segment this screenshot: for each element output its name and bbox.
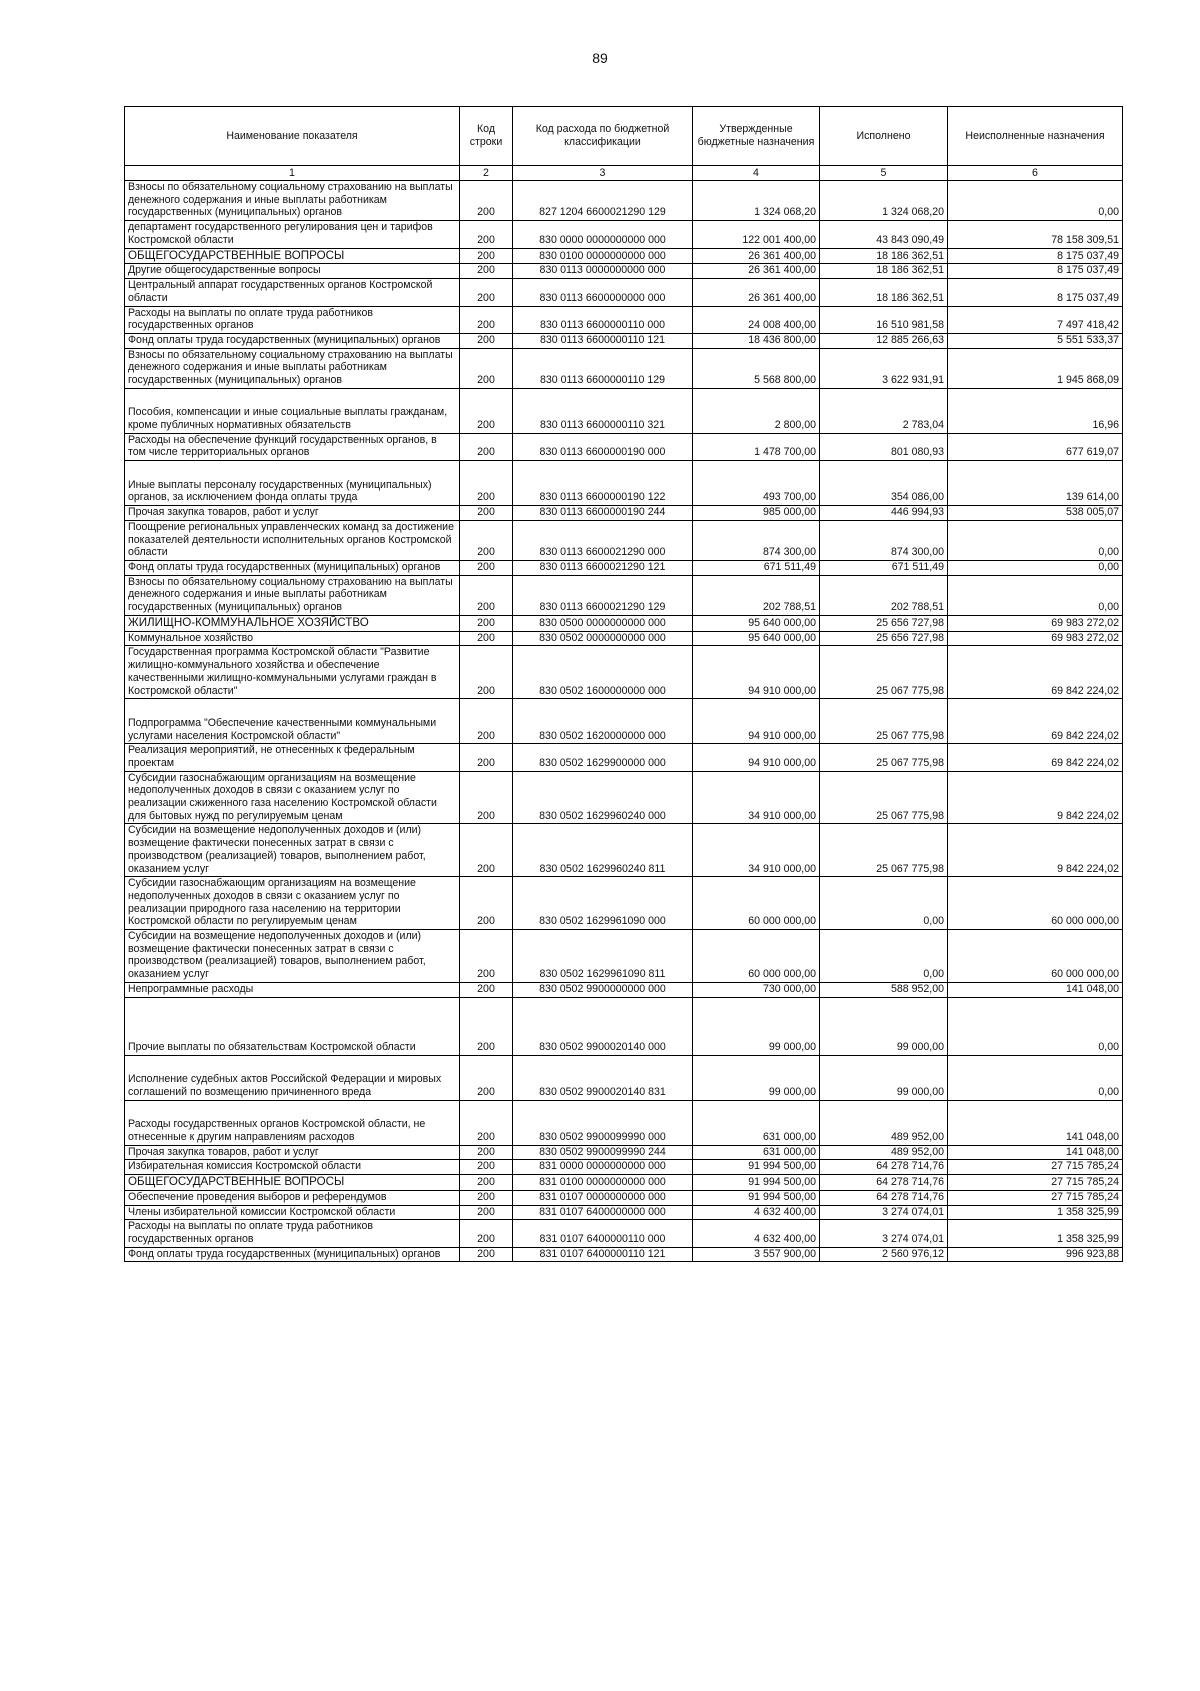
row-approved: 1 478 700,00 — [693, 433, 820, 460]
table-row — [125, 615, 1123, 631]
row-executed: 25 067 775,98 — [820, 699, 948, 744]
row-line-code: 200 — [460, 744, 513, 771]
row-unexecuted: 141 048,00 — [948, 1145, 1123, 1160]
row-name: Иные выплаты персоналу государственных (муниципальных) органов, за исключением фонда оплаты труда — [125, 461, 460, 506]
row-name: Исполнение судебных актов Российской Федерации и мировых соглашений по возмещению причиненного вреда — [125, 1055, 460, 1100]
row-line-code: 200 — [460, 306, 513, 333]
row-line-code: 200 — [460, 877, 513, 930]
row-name: департамент государственного регулирования цен и тарифов Костромской области — [125, 221, 460, 248]
row-name: Субсидии газоснабжающим организациям на возмещение недополученных доходов в связи с оказанием услуг по реализации сжиженного газа населению Костромской области для бытовых нужд по регулируемым ценам — [125, 771, 460, 824]
table-row — [125, 1174, 1123, 1190]
row-approved: 95 640 000,00 — [693, 615, 820, 631]
row-approved: 202 788,51 — [693, 575, 820, 615]
row-line-code: 200 — [460, 824, 513, 877]
row-approved: 94 910 000,00 — [693, 744, 820, 771]
table-row — [125, 1247, 1123, 1262]
row-approved: 99 000,00 — [693, 1055, 820, 1100]
row-budget-code: 830 0113 6600000110 321 — [513, 388, 693, 433]
row-budget-code: 831 0100 0000000000 000 — [513, 1174, 693, 1190]
table-row — [125, 699, 1123, 744]
row-approved: 631 000,00 — [693, 1100, 820, 1145]
row-approved: 1 324 068,20 — [693, 181, 820, 221]
table-row — [125, 264, 1123, 279]
row-executed: 354 086,00 — [820, 461, 948, 506]
row-budget-code: 831 0107 6400000110 121 — [513, 1247, 693, 1262]
table-row — [125, 433, 1123, 460]
row-name: Подпрограмма "Обеспечение качественными коммунальными услугами населения Костромской области" — [125, 699, 460, 744]
row-executed: 3 622 931,91 — [820, 348, 948, 388]
row-line-code: 200 — [460, 1174, 513, 1190]
header-row — [125, 107, 1123, 166]
row-unexecuted: 69 842 224,02 — [948, 744, 1123, 771]
row-line-code: 200 — [460, 1055, 513, 1100]
row-executed: 12 885 266,63 — [820, 333, 948, 348]
budget-execution-table — [124, 106, 1123, 1262]
row-approved: 91 994 500,00 — [693, 1190, 820, 1205]
row-approved: 60 000 000,00 — [693, 930, 820, 983]
row-line-code: 200 — [460, 930, 513, 983]
row-name: Непрограммные расходы — [125, 982, 460, 997]
row-executed: 1 324 068,20 — [820, 181, 948, 221]
row-name: Пособия, компенсации и иные социальные выплаты гражданам, кроме публичных нормативных обязательств — [125, 388, 460, 433]
row-budget-code: 830 0502 9900099990 244 — [513, 1145, 693, 1160]
row-line-code: 200 — [460, 1145, 513, 1160]
row-approved: 493 700,00 — [693, 461, 820, 506]
row-budget-code: 831 0000 0000000000 000 — [513, 1160, 693, 1175]
row-unexecuted: 27 715 785,24 — [948, 1160, 1123, 1175]
row-unexecuted: 69 842 224,02 — [948, 699, 1123, 744]
table-row — [125, 461, 1123, 506]
row-name: Расходы на выплаты по оплате труда работников государственных органов — [125, 1220, 460, 1247]
row-budget-code: 830 0502 1629960240 000 — [513, 771, 693, 824]
row-approved: 34 910 000,00 — [693, 771, 820, 824]
row-approved: 26 361 400,00 — [693, 279, 820, 306]
row-line-code: 200 — [460, 997, 513, 1055]
row-unexecuted: 27 715 785,24 — [948, 1190, 1123, 1205]
row-unexecuted: 1 945 868,09 — [948, 348, 1123, 388]
row-unexecuted: 141 048,00 — [948, 982, 1123, 997]
table-row — [125, 520, 1123, 560]
row-budget-code: 830 0113 6600000110 121 — [513, 333, 693, 348]
row-unexecuted: 69 983 272,02 — [948, 631, 1123, 646]
row-unexecuted: 60 000 000,00 — [948, 930, 1123, 983]
row-name: Субсидии на возмещение недополученных доходов и (или) возмещение фактически понесенных затрат в связи с производством (реализацией) товаров, выполнением работ, оказанием услуг — [125, 824, 460, 877]
row-budget-code: 830 0000 0000000000 000 — [513, 221, 693, 248]
row-executed: 2 560 976,12 — [820, 1247, 948, 1262]
row-name: Расходы на обеспечение функций государственных органов, в том числе территориальных органов — [125, 433, 460, 460]
row-budget-code: 830 0502 9900020140 831 — [513, 1055, 693, 1100]
row-unexecuted: 27 715 785,24 — [948, 1174, 1123, 1190]
row-executed: 25 067 775,98 — [820, 771, 948, 824]
row-unexecuted: 538 005,07 — [948, 506, 1123, 521]
row-executed: 3 274 074,01 — [820, 1220, 948, 1247]
row-name: Прочие выплаты по обязательствам Костромской области — [125, 997, 460, 1055]
column-number: 1 — [125, 166, 460, 181]
row-line-code: 200 — [460, 1160, 513, 1175]
table-row — [125, 506, 1123, 521]
table-row — [125, 646, 1123, 699]
row-approved: 671 511,49 — [693, 560, 820, 575]
table-row — [125, 333, 1123, 348]
row-name: Фонд оплаты труда государственных (муниципальных) органов — [125, 560, 460, 575]
row-executed: 874 300,00 — [820, 520, 948, 560]
row-executed: 446 994,93 — [820, 506, 948, 521]
row-name: Взносы по обязательному социальному страхованию на выплаты денежного содержания и иные выплаты работникам государственных (муниципальных) органов — [125, 348, 460, 388]
row-unexecuted: 0,00 — [948, 560, 1123, 575]
row-budget-code: 831 0107 6400000110 000 — [513, 1220, 693, 1247]
row-line-code: 200 — [460, 615, 513, 631]
column-number: 3 — [513, 166, 693, 181]
row-approved: 4 632 400,00 — [693, 1205, 820, 1220]
row-name: Государственная программа Костромской области "Развитие жилищно-коммунального хозяйства и обеспечение качественными жилищно-коммунальными услугами граждан в Костромской области" — [125, 646, 460, 699]
row-budget-code: 830 0502 9900099990 000 — [513, 1100, 693, 1145]
table-row — [125, 221, 1123, 248]
row-budget-code: 830 0502 1600000000 000 — [513, 646, 693, 699]
row-line-code: 200 — [460, 560, 513, 575]
row-name: Реализация мероприятий, не отнесенных к федеральным проектам — [125, 744, 460, 771]
row-unexecuted: 5 551 533,37 — [948, 333, 1123, 348]
row-unexecuted: 1 358 325,99 — [948, 1205, 1123, 1220]
row-executed: 99 000,00 — [820, 1055, 948, 1100]
row-unexecuted: 0,00 — [948, 997, 1123, 1055]
row-budget-code: 831 0107 6400000000 000 — [513, 1205, 693, 1220]
table-row — [125, 388, 1123, 433]
table-row — [125, 348, 1123, 388]
row-line-code: 200 — [460, 1220, 513, 1247]
row-approved: 2 800,00 — [693, 388, 820, 433]
row-name: ЖИЛИЩНО-КОММУНАЛЬНОЕ ХОЗЯЙСТВО — [125, 615, 460, 631]
table-row — [125, 877, 1123, 930]
header-approved: Утвержденные бюджетные назначения — [693, 107, 820, 166]
row-line-code: 200 — [460, 348, 513, 388]
row-name: Взносы по обязательному социальному страхованию на выплаты денежного содержания и иные выплаты работникам государственных (муниципальных) органов — [125, 181, 460, 221]
row-unexecuted: 69 983 272,02 — [948, 615, 1123, 631]
row-executed: 43 843 090,49 — [820, 221, 948, 248]
column-number: 4 — [693, 166, 820, 181]
row-approved: 4 632 400,00 — [693, 1220, 820, 1247]
row-executed: 25 656 727,98 — [820, 631, 948, 646]
row-approved: 26 361 400,00 — [693, 248, 820, 264]
row-approved: 94 910 000,00 — [693, 646, 820, 699]
row-line-code: 200 — [460, 433, 513, 460]
row-approved: 5 568 800,00 — [693, 348, 820, 388]
row-unexecuted: 139 614,00 — [948, 461, 1123, 506]
row-executed: 489 952,00 — [820, 1145, 948, 1160]
table-row — [125, 1205, 1123, 1220]
row-budget-code: 830 0502 1620000000 000 — [513, 699, 693, 744]
row-budget-code: 830 0113 6600000110 129 — [513, 348, 693, 388]
row-budget-code: 830 0113 6600021290 129 — [513, 575, 693, 615]
table-row — [125, 771, 1123, 824]
row-unexecuted: 0,00 — [948, 520, 1123, 560]
row-line-code: 200 — [460, 982, 513, 997]
row-line-code: 200 — [460, 1190, 513, 1205]
row-executed: 588 952,00 — [820, 982, 948, 997]
row-budget-code: 827 1204 6600021290 129 — [513, 181, 693, 221]
row-executed: 0,00 — [820, 930, 948, 983]
table-row — [125, 1160, 1123, 1175]
row-unexecuted: 8 175 037,49 — [948, 279, 1123, 306]
row-budget-code: 830 0113 6600000110 000 — [513, 306, 693, 333]
row-budget-code: 830 0502 9900000000 000 — [513, 982, 693, 997]
row-unexecuted: 7 497 418,42 — [948, 306, 1123, 333]
row-line-code: 200 — [460, 699, 513, 744]
table-row — [125, 744, 1123, 771]
column-number: 5 — [820, 166, 948, 181]
row-approved: 631 000,00 — [693, 1145, 820, 1160]
header-budget-code: Код расхода по бюджетной классификации — [513, 107, 693, 166]
row-name: Субсидии на возмещение недополученных доходов и (или) возмещение фактически понесенных затрат в связи с производством (реализацией) товаров, выполнением работ, оказанием услуг — [125, 930, 460, 983]
row-name: Фонд оплаты труда государственных (муниципальных) органов — [125, 1247, 460, 1262]
row-line-code: 200 — [460, 646, 513, 699]
row-line-code: 200 — [460, 1100, 513, 1145]
row-budget-code: 830 0100 0000000000 000 — [513, 248, 693, 264]
table-row — [125, 930, 1123, 983]
table-row — [125, 1055, 1123, 1100]
table-row — [125, 1145, 1123, 1160]
row-approved: 874 300,00 — [693, 520, 820, 560]
row-executed: 64 278 714,76 — [820, 1160, 948, 1175]
row-line-code: 200 — [460, 248, 513, 264]
row-budget-code: 830 0113 6600000190 000 — [513, 433, 693, 460]
row-budget-code: 830 0113 6600000190 122 — [513, 461, 693, 506]
row-approved: 3 557 900,00 — [693, 1247, 820, 1262]
row-budget-code: 830 0502 1629961090 000 — [513, 877, 693, 930]
table-row — [125, 1220, 1123, 1247]
row-name: Взносы по обязательному социальному страхованию на выплаты денежного содержания и иные выплаты работникам государственных (муниципальных) органов — [125, 575, 460, 615]
header-unexecuted: Неисполненные назначения — [948, 107, 1123, 166]
row-name: Другие общегосударственные вопросы — [125, 264, 460, 279]
row-budget-code: 830 0502 9900020140 000 — [513, 997, 693, 1055]
row-unexecuted: 60 000 000,00 — [948, 877, 1123, 930]
row-approved: 95 640 000,00 — [693, 631, 820, 646]
column-number-row — [125, 166, 1123, 181]
row-unexecuted: 8 175 037,49 — [948, 248, 1123, 264]
row-executed: 64 278 714,76 — [820, 1190, 948, 1205]
row-budget-code: 830 0502 1629900000 000 — [513, 744, 693, 771]
row-approved: 94 910 000,00 — [693, 699, 820, 744]
row-name: Фонд оплаты труда государственных (муниципальных) органов — [125, 333, 460, 348]
table-row — [125, 1190, 1123, 1205]
table-row — [125, 982, 1123, 997]
row-executed: 489 952,00 — [820, 1100, 948, 1145]
row-approved: 91 994 500,00 — [693, 1174, 820, 1190]
table-row — [125, 1100, 1123, 1145]
row-approved: 18 436 800,00 — [693, 333, 820, 348]
column-number: 2 — [460, 166, 513, 181]
row-name: Расходы государственных органов Костромской области, не отнесенные к другим направлениям расходов — [125, 1100, 460, 1145]
row-unexecuted: 677 619,07 — [948, 433, 1123, 460]
row-unexecuted: 78 158 309,51 — [948, 221, 1123, 248]
row-budget-code: 830 0113 0000000000 000 — [513, 264, 693, 279]
row-executed: 0,00 — [820, 877, 948, 930]
row-name: Центральный аппарат государственных органов Костромской области — [125, 279, 460, 306]
row-name: ОБЩЕГОСУДАРСТВЕННЫЕ ВОПРОСЫ — [125, 1174, 460, 1190]
row-line-code: 200 — [460, 1247, 513, 1262]
row-line-code: 200 — [460, 181, 513, 221]
row-approved: 26 361 400,00 — [693, 264, 820, 279]
row-approved: 985 000,00 — [693, 506, 820, 521]
row-executed: 2 783,04 — [820, 388, 948, 433]
row-executed: 25 067 775,98 — [820, 646, 948, 699]
row-line-code: 200 — [460, 221, 513, 248]
row-unexecuted: 141 048,00 — [948, 1100, 1123, 1145]
row-line-code: 200 — [460, 1205, 513, 1220]
row-budget-code: 831 0107 0000000000 000 — [513, 1190, 693, 1205]
row-approved: 34 910 000,00 — [693, 824, 820, 877]
row-line-code: 200 — [460, 279, 513, 306]
row-line-code: 200 — [460, 506, 513, 521]
row-budget-code: 830 0113 6600000190 244 — [513, 506, 693, 521]
row-executed: 16 510 981,58 — [820, 306, 948, 333]
row-executed: 18 186 362,51 — [820, 248, 948, 264]
header-executed: Исполнено — [820, 107, 948, 166]
row-line-code: 200 — [460, 575, 513, 615]
row-name: Прочая закупка товаров, работ и услуг — [125, 1145, 460, 1160]
row-unexecuted: 9 842 224,02 — [948, 824, 1123, 877]
table-row — [125, 181, 1123, 221]
row-name: Обеспечение проведения выборов и референдумов — [125, 1190, 460, 1205]
row-executed: 18 186 362,51 — [820, 264, 948, 279]
row-budget-code: 830 0113 6600000000 000 — [513, 279, 693, 306]
row-line-code: 200 — [460, 461, 513, 506]
row-unexecuted: 69 842 224,02 — [948, 646, 1123, 699]
row-executed: 801 080,93 — [820, 433, 948, 460]
row-executed: 99 000,00 — [820, 997, 948, 1055]
row-unexecuted: 0,00 — [948, 575, 1123, 615]
row-name: Члены избирательной комиссии Костромской области — [125, 1205, 460, 1220]
column-number: 6 — [948, 166, 1123, 181]
row-unexecuted: 996 923,88 — [948, 1247, 1123, 1262]
row-approved: 99 000,00 — [693, 997, 820, 1055]
row-executed: 25 067 775,98 — [820, 744, 948, 771]
row-approved: 60 000 000,00 — [693, 877, 820, 930]
table-row — [125, 824, 1123, 877]
table-row — [125, 306, 1123, 333]
row-name: Прочая закупка товаров, работ и услуг — [125, 506, 460, 521]
row-budget-code: 830 0502 1629961090 811 — [513, 930, 693, 983]
row-name: ОБЩЕГОСУДАРСТВЕННЫЕ ВОПРОСЫ — [125, 248, 460, 264]
row-line-code: 200 — [460, 520, 513, 560]
table-row — [125, 997, 1123, 1055]
table-row — [125, 248, 1123, 264]
table-row — [125, 631, 1123, 646]
row-line-code: 200 — [460, 333, 513, 348]
row-line-code: 200 — [460, 264, 513, 279]
row-name: Расходы на выплаты по оплате труда работников государственных органов — [125, 306, 460, 333]
row-name: Субсидии газоснабжающим организациям на возмещение недополученных доходов в связи с оказанием услуг по реализации природного газа населению на территории Костромской области по регулируемым ценам — [125, 877, 460, 930]
row-unexecuted: 16,96 — [948, 388, 1123, 433]
table-row — [125, 575, 1123, 615]
row-unexecuted: 9 842 224,02 — [948, 771, 1123, 824]
row-budget-code: 830 0502 0000000000 000 — [513, 631, 693, 646]
table-body — [125, 181, 1123, 1262]
row-executed: 18 186 362,51 — [820, 279, 948, 306]
row-name: Избирательная комиссия Костромской области — [125, 1160, 460, 1175]
row-line-code: 200 — [460, 388, 513, 433]
row-name: Поощрение региональных управленческих команд за достижение показателей деятельности исполнительных органов Костромской области — [125, 520, 460, 560]
row-approved: 730 000,00 — [693, 982, 820, 997]
row-approved: 122 001 400,00 — [693, 221, 820, 248]
table-row — [125, 560, 1123, 575]
header-name: Наименование показателя — [125, 107, 460, 166]
page-number: 89 — [592, 50, 608, 66]
row-executed: 202 788,51 — [820, 575, 948, 615]
header-line-code: Код строки — [460, 107, 513, 166]
row-budget-code: 830 0500 0000000000 000 — [513, 615, 693, 631]
row-budget-code: 830 0502 1629960240 811 — [513, 824, 693, 877]
row-unexecuted: 0,00 — [948, 1055, 1123, 1100]
row-unexecuted: 1 358 325,99 — [948, 1220, 1123, 1247]
row-unexecuted: 0,00 — [948, 181, 1123, 221]
row-executed: 671 511,49 — [820, 560, 948, 575]
row-executed: 25 656 727,98 — [820, 615, 948, 631]
row-budget-code: 830 0113 6600021290 000 — [513, 520, 693, 560]
row-approved: 24 008 400,00 — [693, 306, 820, 333]
table-row — [125, 279, 1123, 306]
row-executed: 3 274 074,01 — [820, 1205, 948, 1220]
row-unexecuted: 8 175 037,49 — [948, 264, 1123, 279]
row-line-code: 200 — [460, 631, 513, 646]
row-budget-code: 830 0113 6600021290 121 — [513, 560, 693, 575]
row-executed: 25 067 775,98 — [820, 824, 948, 877]
row-name: Коммунальное хозяйство — [125, 631, 460, 646]
row-approved: 91 994 500,00 — [693, 1160, 820, 1175]
row-line-code: 200 — [460, 771, 513, 824]
row-executed: 64 278 714,76 — [820, 1174, 948, 1190]
